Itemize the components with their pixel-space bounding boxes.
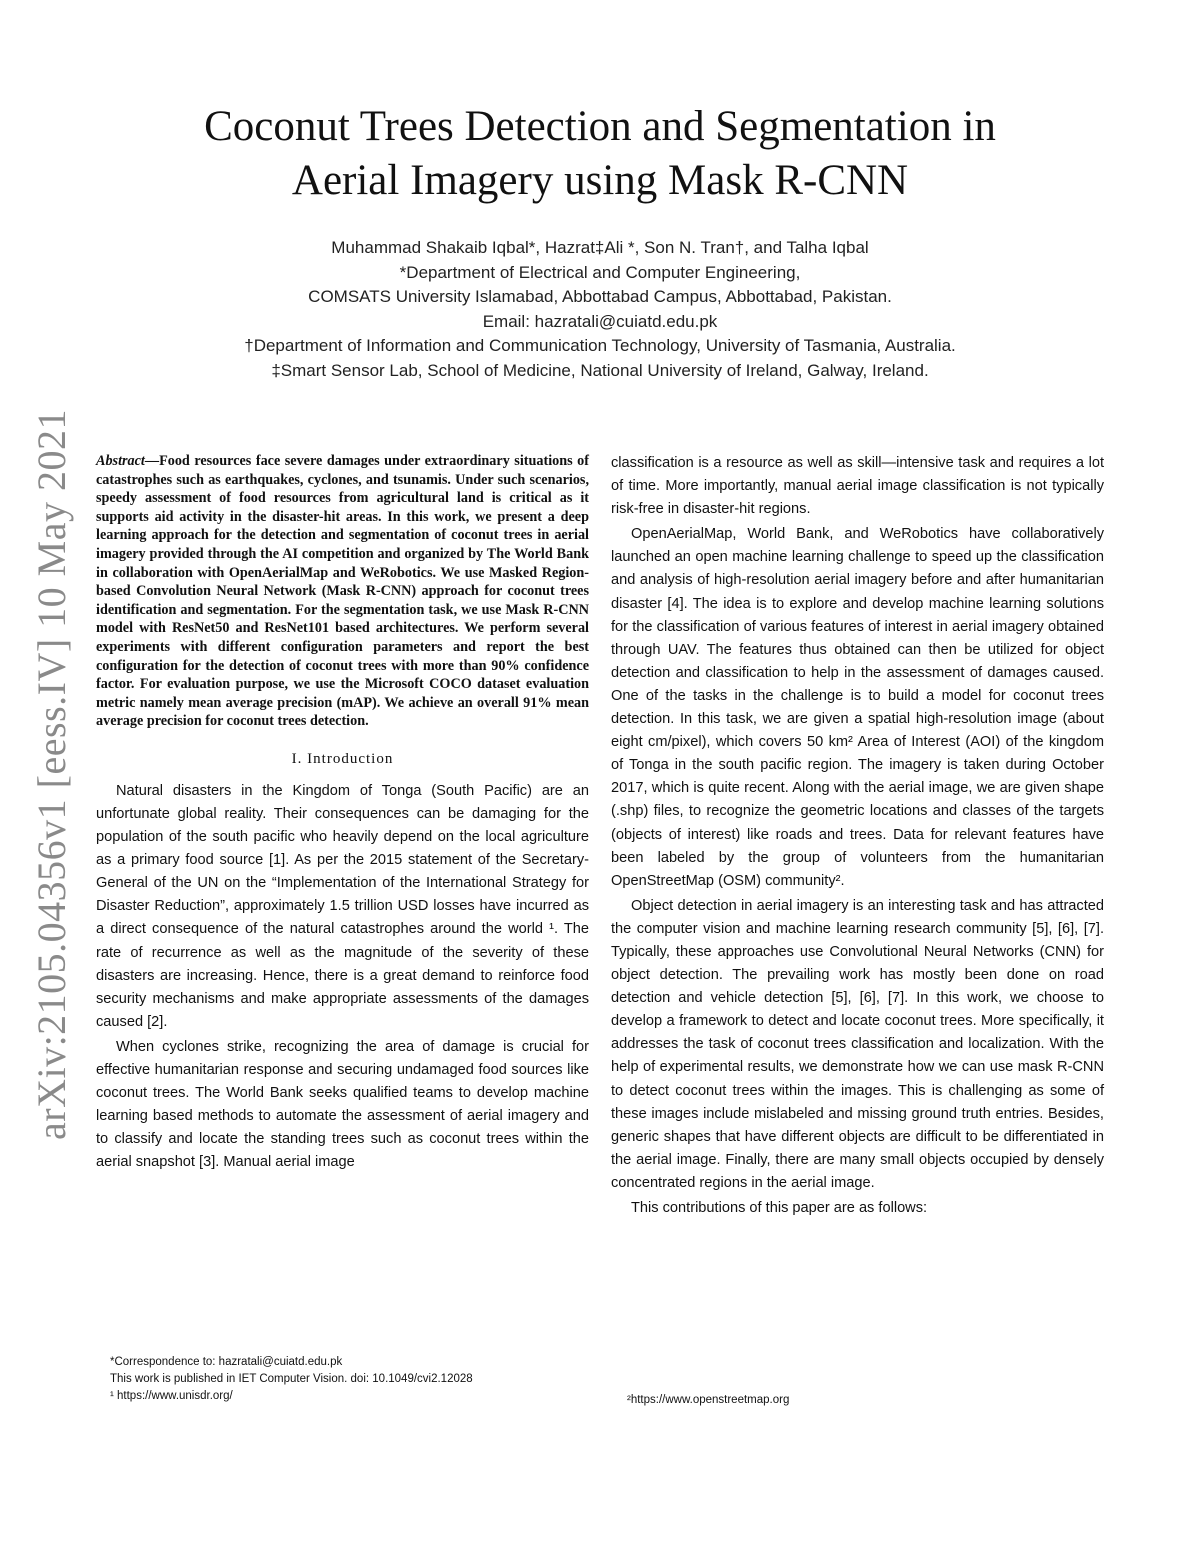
left-column — [96, 452, 589, 1175]
title-line-2: Aerial Imagery using Mask R-CNN — [291, 157, 909, 204]
author-list: Muhammad Shakaib Iqbal*, Hazrat‡Ali *, Son N. Tran†, and Talha Iqbal — [331, 238, 869, 257]
intro-paragraph-1: Natural disasters in the Kingdom of Tonga (South Pacific) are an unfortunate global reality. Their consequences can be damaging for the population of the south pacific who heavily depend on the local agriculture as a primary food source [1]. As per the 2015 statement of the Secretary-General of the UN on the “Implementation of the International Strategy for Disaster Reduction”, approximately 1.5 trillion USD losses have incurred as a direct consequence of the natural catastrophes around the world ¹. The rate of recurrence as well as the magnitude of the severity of these disasters are increasing. Hence, there is a great demand to reinforce food security mechanisms and make appropriate assessments of the damages caused [2]. — [96, 782, 589, 1030]
footnote-correspondence: *Correspondence to: hazratali@cuiatd.edu.pk — [110, 1356, 343, 1368]
right-column — [611, 452, 1104, 1220]
body-paragraph-3: Object detection in aerial imagery is an interesting task and has attracted the computer vision and machine learning research community [5], [6], [7]. Typically, these approaches use Convolutional Neural Networks (CNN) for object detection. The prevailing work has mostly been done on road detection and vehicle detection [5], [6], [7]. In this work, we choose to develop a framework to detect and locate coconut trees. More specifically, it addresses the task of coconut trees classification and localization. With the help of experimental results, we demonstrate how we can use mask R-CNN to detect coconut trees within the images. This is challenging as some of these images include mislabeled and missing ground truth entries. Besides, generic shapes that have different objects are difficult to be differentiated in the aerial image. Finally, there are many small objects occupied by densely concentrated regions in the aerial image. — [611, 897, 1104, 1191]
section-heading-introduction: I. Introduction — [291, 750, 394, 767]
author-block — [100, 236, 1100, 383]
footnotes-left — [96, 1354, 589, 1405]
abstract-text: —Food resources face severe damages under extraordinary situations of catastrophes such as earthquakes, cyclones, and tsunamis. Under such scenarios, speedy assessment of food resources from agricultural land is critical as it supports aid activity in the disaster-hit areas. In this work, we present a deep learning approach for the detection and segmentation of coconut trees in aerial imagery provided through the AI competition and organized by The World Bank in collaboration with OpenAerialMap and WeRobotics. We use Masked Region-based Convolution Neural Network (Mask R-CNN) approach for coconut trees identification and segmentation. For the segmentation task, we use Mask R-CNN model with ResNet50 and ResNet101 based architectures. We perform several experiments with different configuration parameters and report the best configuration for the detection of coconut trees with more than 90% confidence factor. For evaluation purpose, we use the Microsoft COCO dataset evaluation metric namely mean average precision (mAP). We achieve an overall 91% mean average precision for coconut trees detection. — [96, 453, 589, 730]
footnote-publication: This work is published in IET Computer Vision. doi: 10.1049/cvi2.12028 — [110, 1373, 473, 1385]
intro-paragraph-2: When cyclones strike, recognizing the area of damage is crucial for effective humanitarian response and securing undamaged food sources like coconut trees. The World Bank seeks qualified teams to develop machine learning based methods to automate the assessment of aerial imagery and to classify and locate the standing trees such as coconut trees within the aerial snapshot [3]. Manual aerial image — [96, 1038, 589, 1171]
abstract — [96, 452, 589, 731]
body-paragraph-4: This contributions of this paper are as follows: — [631, 1200, 928, 1216]
body-paragraph-2: OpenAerialMap, World Bank, and WeRobotics have collaboratively launched an open machine learning challenge to speed up the classification and analysis of high-resolution aerial imagery before and after humanitarian disaster [4]. The idea is to explore and develop machine learning solutions for the classification of various features of interest in aerial imagery obtained through UAV. The features thus obtained can then be utilized for object detection and classification to help in the assessment of damages caused. One of the tasks in the challenge is to build a model for coconut trees detection. In this task, we are given a spatial high-resolution image (about eight cm/pixel), which covers 50 km² Area of Interest (AOI) of the kingdom of Tonga in the south pacific region. The imagery is taken during October 2017, which is quite recent. Along with the aerial image, we are given shape (.shp) files, to recognize the geometric locations and classes of the targets (objects of interest) like roads and trees. Data for relevant features have been labeled by the group of volunteers from the humanitarian OpenStreetMap (OSM) community². — [611, 526, 1104, 889]
footnote-1: ¹ https://www.unisdr.org/ — [110, 1390, 233, 1402]
arxiv-identifier: arXiv:2105.04356v1 [eess.IV] 10 May 2021 — [29, 409, 74, 1140]
affiliation-2: COMSATS University Islamabad, Abbottabad Campus, Abbottabad, Pakistan. — [308, 287, 892, 306]
affiliation-4: ‡Smart Sensor Lab, School of Medicine, National University of Ireland, Galway, Ireland. — [271, 360, 929, 380]
footnote-2: ²https://www.openstreetmap.org — [627, 1394, 790, 1406]
body-paragraph-1: classification is a resource as well as skill—intensive task and requires a lot of time. More importantly, manual aerial image classification is not typically risk-free in disaster-hit regions. — [611, 455, 1104, 518]
title-line-1: Coconut Trees Detection and Segmentation in — [204, 103, 996, 150]
affiliation-1: *Department of Electrical and Computer Engineering, — [399, 262, 801, 282]
paper-title — [100, 100, 1100, 208]
abstract-label: Abstract — [96, 453, 145, 469]
affiliation-email: Email: hazratali@cuiatd.edu.pk — [482, 311, 718, 331]
affiliation-3: †Department of Information and Communication Technology, University of Tasmania, Australia. — [244, 336, 956, 355]
